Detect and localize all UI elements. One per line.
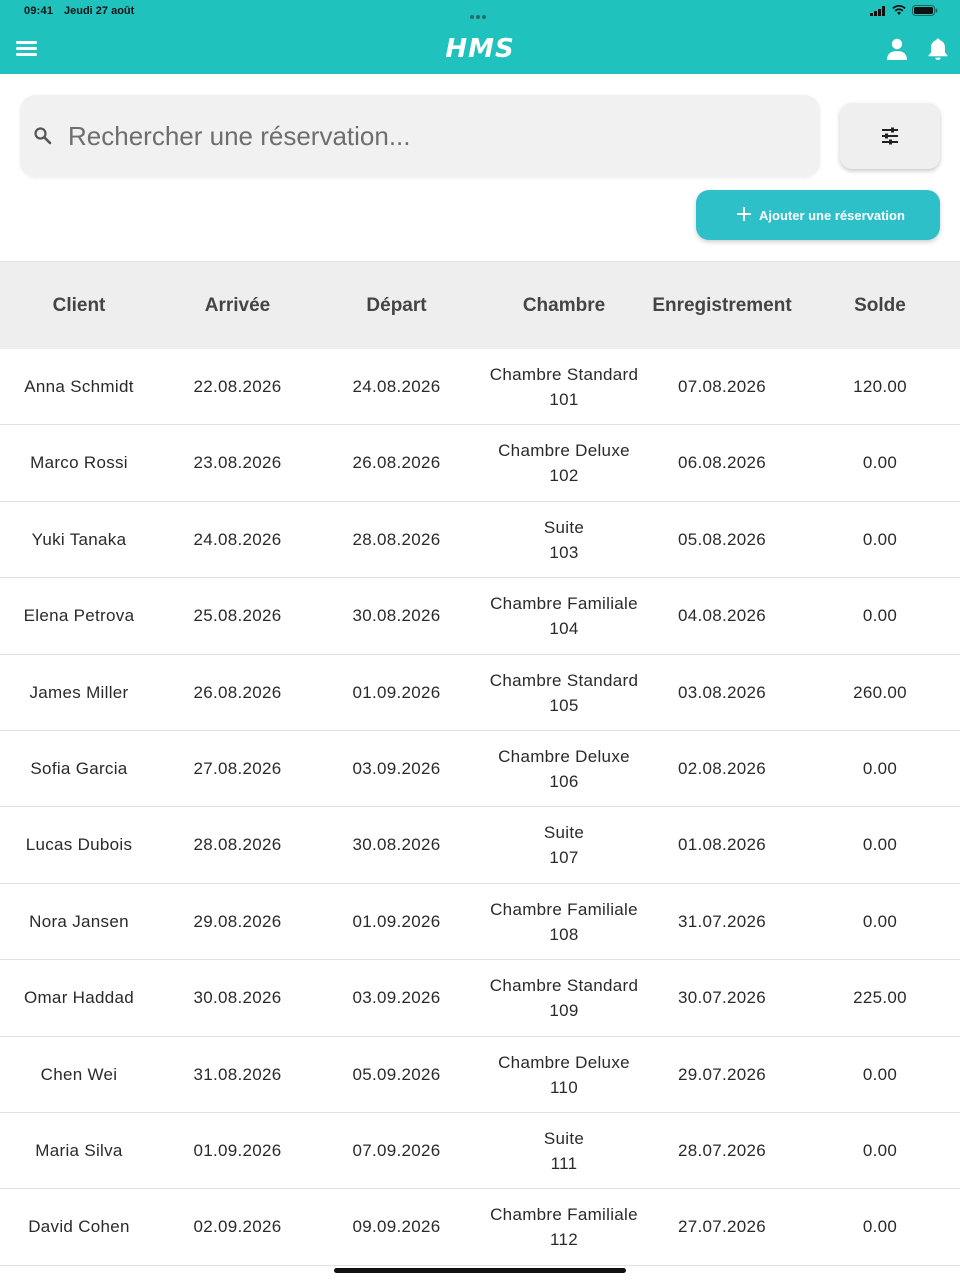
status-bar <box>0 0 960 24</box>
search-input[interactable] <box>68 118 808 154</box>
room-type: Chambre Standard <box>489 365 639 384</box>
table-row[interactable] <box>0 1113 960 1189</box>
cell-arrival: 26.08.2026 <box>193 682 282 702</box>
add-reservation-label: Ajouter une réservation <box>759 208 905 223</box>
account-button[interactable] <box>884 36 910 62</box>
cell-client: David Cohen <box>28 1217 130 1237</box>
cell-balance: 0.00 <box>862 911 898 931</box>
status-date: Jeudi 27 août <box>64 5 135 17</box>
cell-departure: 30.08.2026 <box>352 606 441 626</box>
battery-icon <box>912 5 938 16</box>
cell-departure: 30.08.2026 <box>352 835 441 855</box>
cell-balance: 120.00 <box>853 377 907 396</box>
cell-balance: 260.00 <box>853 682 907 702</box>
cell-registration: 05.08.2026 <box>677 529 767 549</box>
cell-registration: 06.08.2026 <box>677 453 767 473</box>
cell-arrival: 30.08.2026 <box>193 988 282 1008</box>
reservations-table-body <box>0 349 960 1266</box>
table-row[interactable] <box>0 349 960 425</box>
cell-arrival: 24.08.2026 <box>193 529 282 549</box>
cell-room <box>476 578 652 654</box>
room-type: Suite <box>543 823 585 843</box>
room-number: 108 <box>549 924 579 944</box>
cell-balance: 0.00 <box>862 1217 898 1237</box>
cell-arrival: 01.09.2026 <box>193 1140 282 1160</box>
cell-departure: 07.09.2026 <box>352 1140 441 1160</box>
cell-arrival: 25.08.2026 <box>193 606 282 626</box>
room-number: 110 <box>549 1077 578 1097</box>
cell-departure: 24.08.2026 <box>352 377 441 396</box>
cell-client: Sofia Garcia <box>30 758 128 778</box>
plus-icon <box>736 206 752 222</box>
cell-registration: 07.08.2026 <box>677 377 767 396</box>
cell-room <box>476 960 652 1036</box>
cell-registration: 31.07.2026 <box>677 911 767 931</box>
room-number: 104 <box>549 619 579 639</box>
room-type: Chambre Standard <box>489 976 639 996</box>
cell-room <box>476 425 652 501</box>
cell-departure: 03.09.2026 <box>352 988 441 1008</box>
cell-registration: 01.08.2026 <box>677 835 767 855</box>
filter-button[interactable] <box>840 103 940 169</box>
cell-arrival: 27.08.2026 <box>193 758 282 778</box>
cell-arrival: 28.08.2026 <box>193 835 282 855</box>
cell-departure: 03.09.2026 <box>352 758 441 778</box>
cell-client: Lucas Dubois <box>25 835 133 855</box>
room-number: 109 <box>549 1001 579 1021</box>
table-row[interactable] <box>0 425 960 501</box>
cell-registration: 30.07.2026 <box>677 988 767 1008</box>
cell-client: James Miller <box>29 682 129 702</box>
room-number: 111 <box>550 1153 578 1173</box>
column-header-arrival[interactable]: Arrivée <box>204 295 271 316</box>
person-icon <box>884 36 910 62</box>
room-type: Chambre Standard <box>489 670 639 690</box>
cell-room <box>476 502 652 578</box>
cell-balance: 0.00 <box>862 606 898 626</box>
table-row[interactable] <box>0 731 960 807</box>
table-row[interactable] <box>0 1189 960 1265</box>
table-header <box>0 261 960 349</box>
cell-balance: 0.00 <box>862 453 898 473</box>
column-header-client[interactable]: Client <box>52 295 106 316</box>
cell-balance: 0.00 <box>862 758 898 778</box>
room-number: 102 <box>549 466 579 486</box>
column-header-balance[interactable]: Solde <box>854 295 906 316</box>
cell-client: Yuki Tanaka <box>31 529 127 549</box>
cell-room <box>476 1037 652 1113</box>
table-row[interactable] <box>0 807 960 883</box>
room-type: Chambre Deluxe <box>498 1052 630 1072</box>
cell-registration: 27.07.2026 <box>677 1217 767 1237</box>
cell-balance: 0.00 <box>862 835 898 855</box>
cell-room <box>476 1113 652 1189</box>
room-number: 101 <box>549 390 579 409</box>
cell-arrival: 31.08.2026 <box>193 1064 282 1084</box>
table-row[interactable] <box>0 884 960 960</box>
cell-registration: 04.08.2026 <box>677 606 767 626</box>
add-reservation-button[interactable] <box>696 190 940 240</box>
cell-registration: 03.08.2026 <box>677 682 767 702</box>
cell-client: Maria Silva <box>35 1140 123 1160</box>
cell-departure: 26.08.2026 <box>352 453 441 473</box>
cell-balance: 0.00 <box>862 1064 898 1084</box>
cell-room <box>476 655 652 731</box>
room-number: 106 <box>549 771 579 791</box>
room-type: Suite <box>543 1128 585 1148</box>
room-number: 105 <box>549 695 579 715</box>
room-type: Chambre Deluxe <box>498 746 630 766</box>
cellular-signal-icon <box>870 6 886 16</box>
cell-balance: 0.00 <box>862 529 898 549</box>
cell-departure: 09.09.2026 <box>352 1217 441 1237</box>
cell-room <box>476 1189 652 1265</box>
cell-arrival: 22.08.2026 <box>193 377 282 396</box>
table-row[interactable] <box>0 655 960 731</box>
cell-arrival: 02.09.2026 <box>193 1217 282 1237</box>
sliders-icon <box>880 127 900 145</box>
column-header-registration[interactable]: Enregistrement <box>652 295 792 316</box>
room-number: 112 <box>549 1230 578 1250</box>
table-row[interactable] <box>0 502 960 578</box>
cell-room <box>476 349 652 425</box>
cell-departure: 01.09.2026 <box>352 682 441 702</box>
cell-balance: 225.00 <box>853 988 907 1008</box>
cell-balance: 0.00 <box>862 1140 898 1160</box>
room-type: Suite <box>543 517 585 537</box>
column-header-departure[interactable]: Départ <box>366 295 427 316</box>
cell-client: Chen Wei <box>40 1064 118 1084</box>
cell-departure: 01.09.2026 <box>352 911 441 931</box>
cell-registration: 29.07.2026 <box>677 1064 767 1084</box>
cell-client: Nora Jansen <box>29 911 129 931</box>
cell-registration: 02.08.2026 <box>677 758 767 778</box>
table-row[interactable] <box>0 1037 960 1113</box>
table-row[interactable] <box>0 578 960 654</box>
app-bar <box>0 24 960 74</box>
cell-departure: 28.08.2026 <box>352 529 441 549</box>
room-type: Chambre Deluxe <box>498 441 630 461</box>
cell-arrival: 23.08.2026 <box>193 453 282 473</box>
cell-client: Anna Schmidt <box>24 377 134 396</box>
wifi-icon <box>892 5 906 16</box>
table-row[interactable] <box>0 960 960 1036</box>
multitasking-dots-icon[interactable] <box>470 10 490 14</box>
cell-client: Omar Haddad <box>23 988 135 1008</box>
room-number: 103 <box>549 542 579 562</box>
column-header-room[interactable]: Chambre <box>522 295 606 316</box>
cell-client: Elena Petrova <box>23 606 135 626</box>
cell-departure: 05.09.2026 <box>352 1064 441 1084</box>
room-type: Chambre Familiale <box>490 594 638 614</box>
cell-room <box>476 731 652 807</box>
app-logo: HMS <box>445 34 515 64</box>
notifications-button[interactable] <box>925 36 951 62</box>
cell-room <box>476 807 652 883</box>
status-icons <box>870 5 938 16</box>
room-type: Chambre Familiale <box>490 899 638 919</box>
bell-icon <box>925 36 951 62</box>
home-indicator[interactable] <box>334 1268 626 1273</box>
status-time: 09:41 <box>24 5 54 17</box>
search-icon <box>33 126 53 146</box>
cell-registration: 28.07.2026 <box>677 1140 767 1160</box>
cell-room <box>476 884 652 960</box>
cell-arrival: 29.08.2026 <box>193 911 282 931</box>
cell-client: Marco Rossi <box>30 453 128 473</box>
room-type: Chambre Familiale <box>490 1205 638 1225</box>
room-number: 107 <box>549 848 579 868</box>
